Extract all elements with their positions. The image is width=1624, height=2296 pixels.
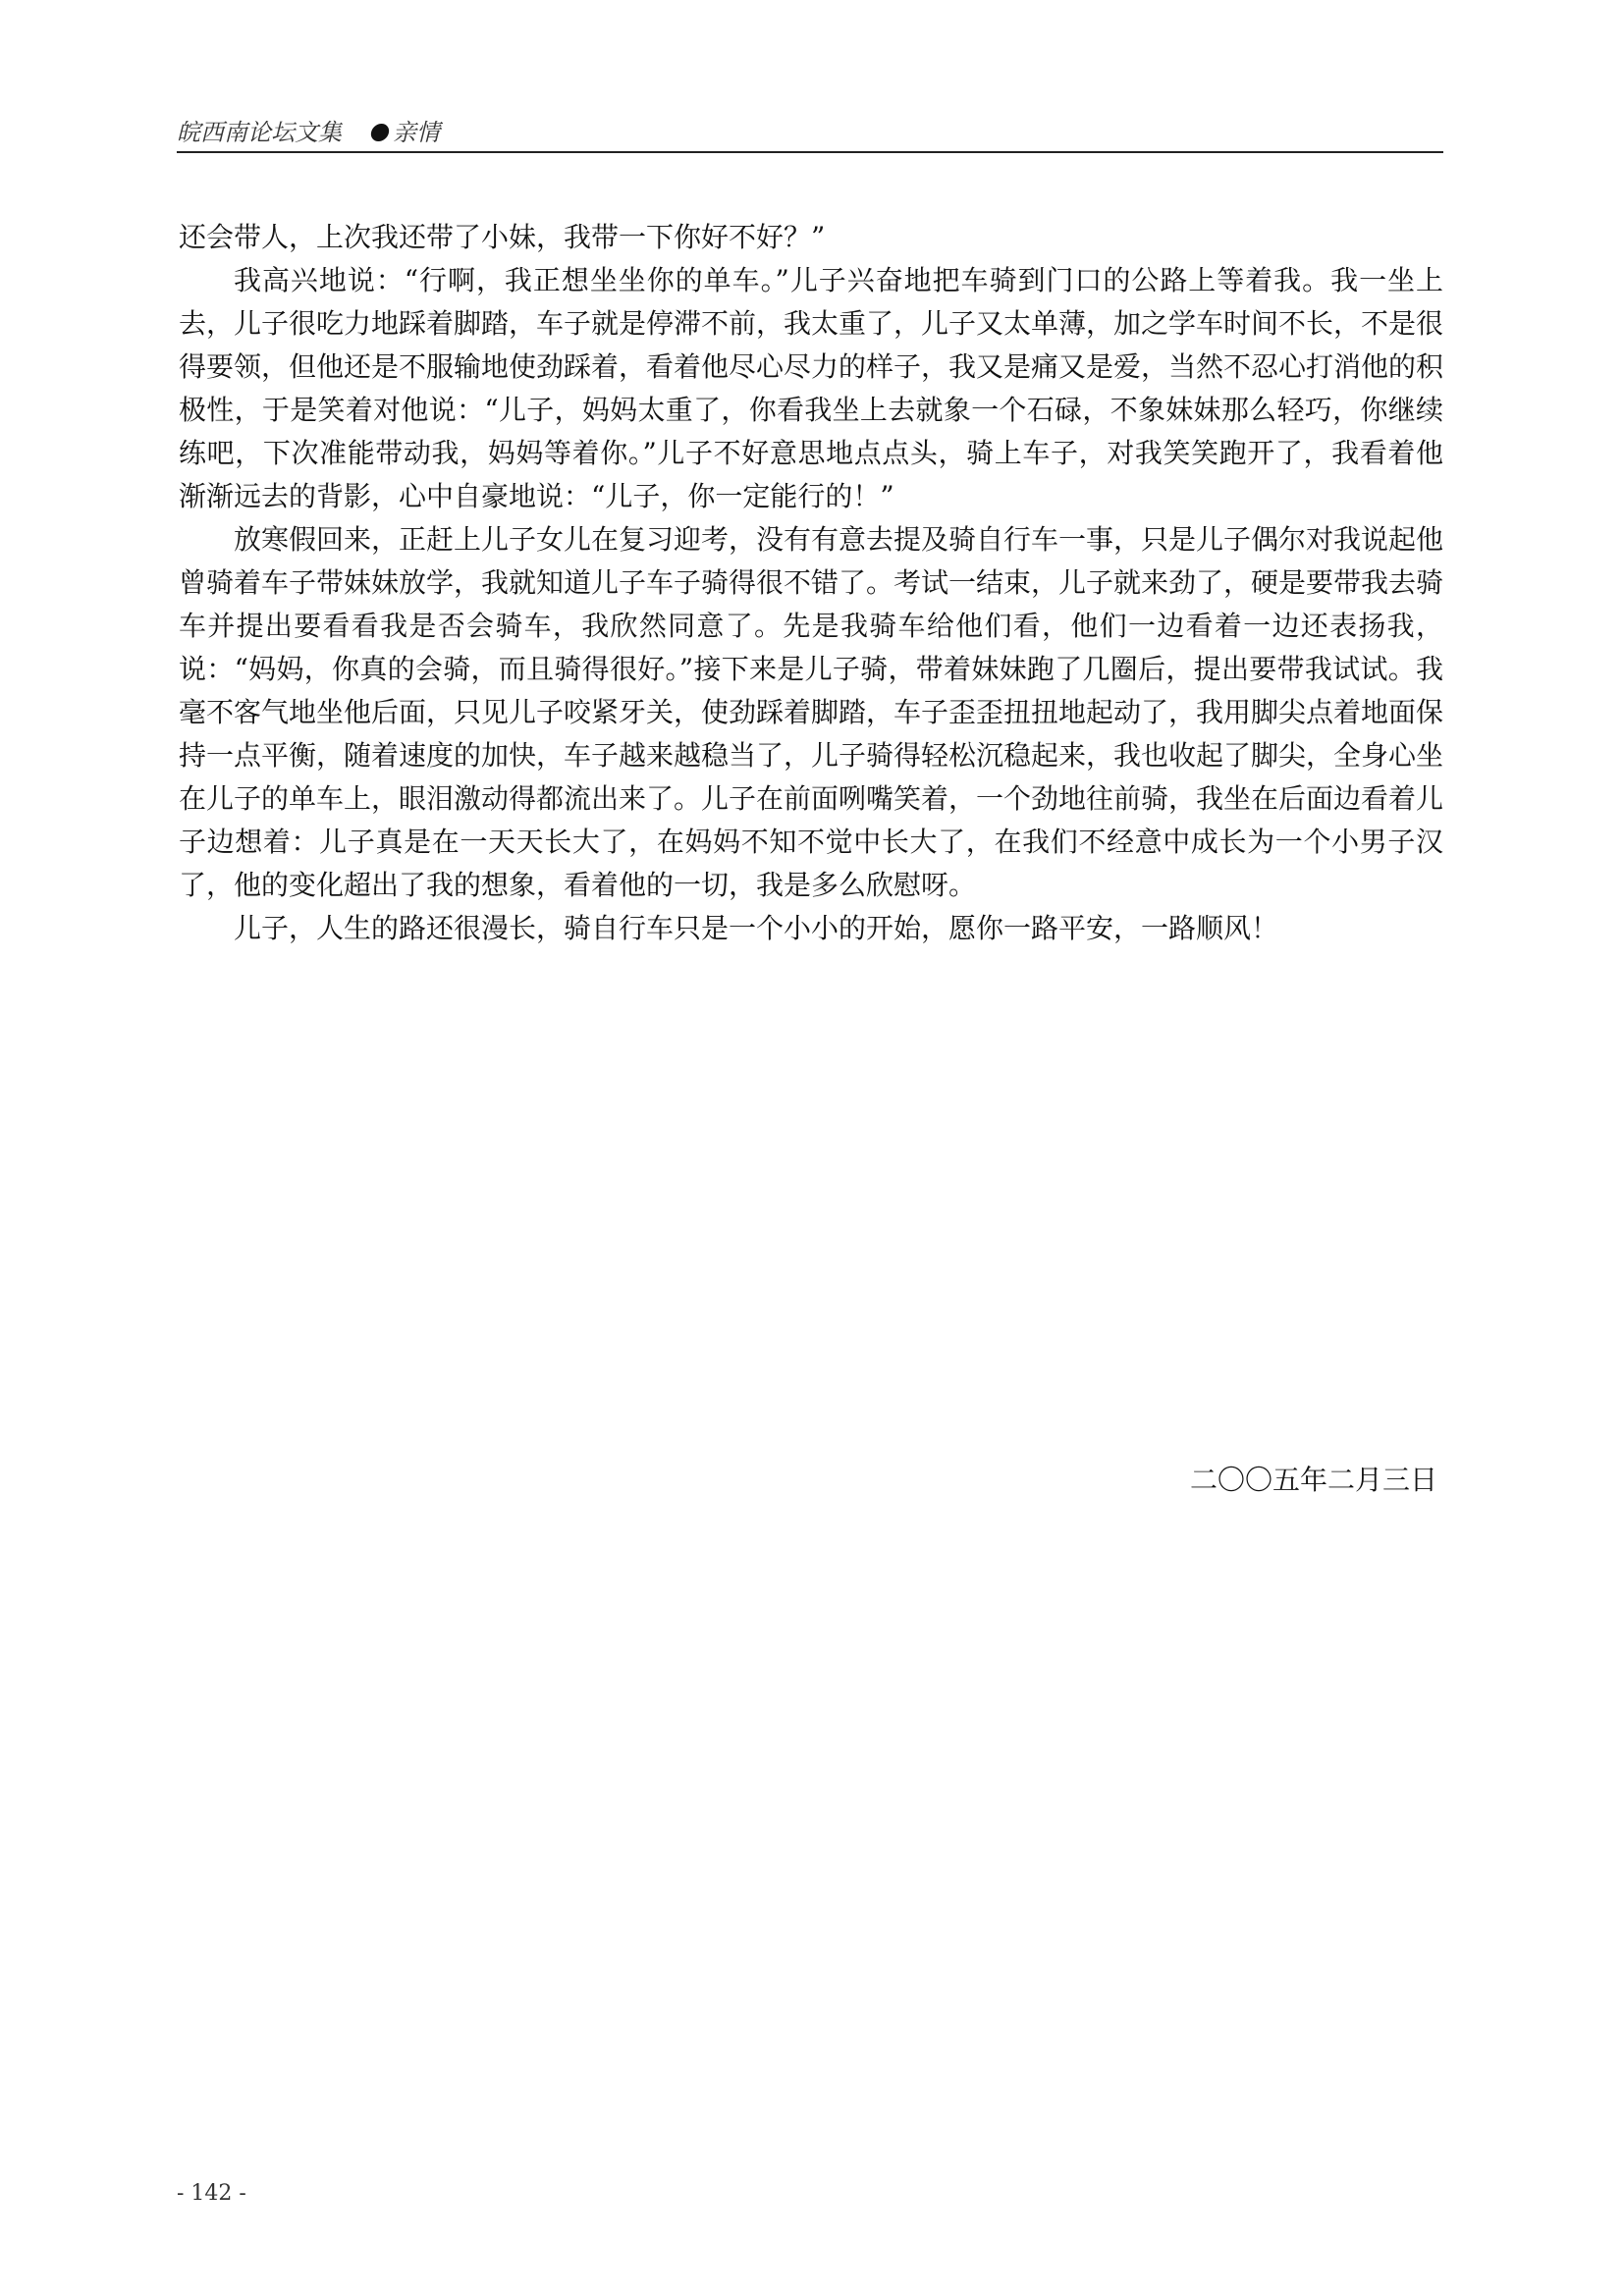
- page-number: - 142 -: [177, 2181, 246, 2206]
- article-date: 二〇〇五年二月三日: [1189, 1464, 1437, 1496]
- paragraph: 放寒假回来，正赶上儿子女儿在复习迎考，没有有意去提及骑自行车一事，只是儿子偶尔对我说起他曾骑着车子带妹妹放学，我就知道儿子车子骑得很不错了。考试一结束，儿子就来劲了，硬是要带我去骑车并提出要看看我是否会骑车，我欣然同意了。先是我骑车给他们看，他们一边看着一边还表扬我，说：“妈妈，你真的会骑，而且骑得很好。”接下来是儿子骑，带着妹妹跑了几圈后，提出要带我试试。我毫不客气地坐他后面，只见儿子咬紧牙关，使劲踩着脚踏，车子歪歪扭扭地起动了，我用脚尖点着地面保持一点平衡，随着速度的加快，车子越来越稳当了，儿子骑得轻松沉稳起来，我也收起了脚尖，全身心坐在儿子的单车上，眼泪激动得都流出来了。儿子在前面咧嘴笑着，一个劲地往前骑，我坐在后面边看着儿子边想着：儿子真是在一天天长大了，在妈妈不知不觉中长大了，在我们不经意中成长为一个小男子汉了，他的变化超出了我的想象，看着他的一切，我是多么欣慰呀。: [179, 523, 1444, 901]
- article-body: [179, 216, 1443, 950]
- paragraph: 儿子，人生的路还很漫长，骑自行车只是一个小小的开始，愿你一路平安，一路顺风！: [234, 912, 1279, 944]
- paragraph-continuation: 还会带人，上次我还带了小妹，我带一下你好不好？”: [179, 221, 826, 253]
- bullet-icon: [369, 124, 390, 141]
- running-header: [177, 114, 1443, 151]
- paragraph: 我高兴地说：“行啊，我正想坐坐你的单车。”儿子兴奋地把车骑到门口的公路上等着我。我一坐上去，儿子很吃力地踩着脚踏，车子就是停滞不前，我太重了，儿子又太单薄，加之学车时间不长，不是很得要领，但他还是不服输地使劲踩着，看着他尽心尽力的样子，我又是痛又是爱，当然不忍心打消他的积极性，于是笑着对他说：“儿子，妈妈太重了，你看我坐上去就象一个石碌，不象妹妹那么轻巧，你继续练吧，下次准能带动我，妈妈等着你。”儿子不好意思地点点头，骑上车子，对我笑笑跑开了，我看着他渐渐远去的背影，心中自豪地说：“儿子，你一定能行的！”: [179, 264, 1444, 512]
- collection-title: 皖西南论坛文集: [177, 119, 342, 146]
- section-title: 亲情: [393, 119, 440, 146]
- header-rule: [177, 151, 1443, 153]
